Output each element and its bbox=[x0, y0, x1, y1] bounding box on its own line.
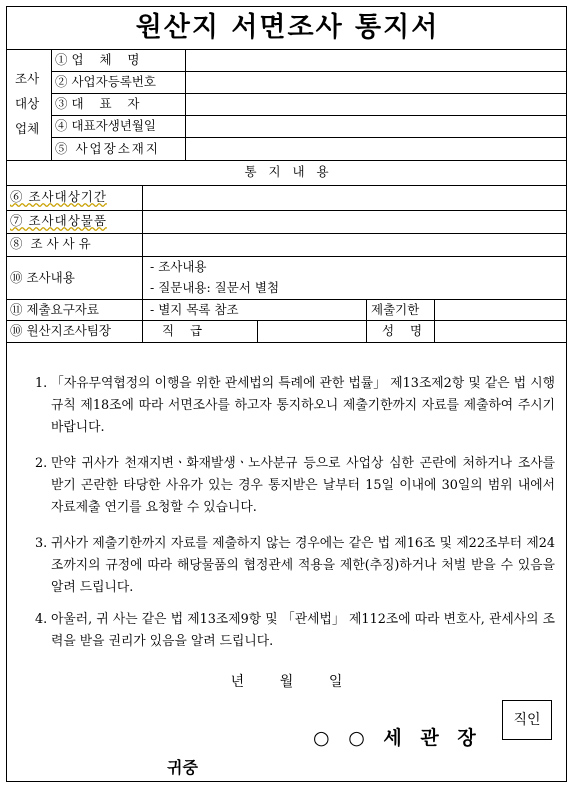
divider bbox=[185, 49, 186, 160]
survey-goods-label: ⑦ 조사대상물품 bbox=[10, 213, 107, 228]
paragraph-text: 「자유무역협정의 이행을 위한 관세법의 특례에 관한 법률」 제13조제2항 및 같은 법 시행규칙 제18조에 따라 서면조사를 하고자 통지하오니 제출기한까지 자료를 제출하여 주시기 바랍니다. bbox=[51, 376, 555, 435]
survey-reason-label: ⑧ 조 사 사 유 bbox=[10, 236, 91, 251]
survey-content-line-2: - 질문내용: 질문서 별첨 bbox=[150, 280, 280, 295]
representative-label: ③ 대 표 자 bbox=[55, 96, 140, 111]
survey-content-label: ⑩ 조사내용 bbox=[10, 270, 75, 285]
survey-period-label: ⑥ 조사대상기간 bbox=[10, 189, 107, 204]
paragraph-text: 귀사가 제출기한까지 자료를 제출하지 않는 경우에는 같은 법 제16조 및 제22조부터 제24조까지의 규정에 따라 해당물품의 협정관세 적용을 제한(추징)하거나 처벌 받을 수 있음을 알려 드립니다. bbox=[51, 536, 555, 595]
divider bbox=[7, 256, 566, 257]
divider bbox=[7, 185, 566, 186]
divider bbox=[51, 115, 566, 116]
paragraph-text: 아울러, 귀 사는 같은 법 제13조제9항 및 「관세법」 제112조에 따라 변호사, 관세사의 조력을 받을 권리가 있음을 알려 드립니다. bbox=[51, 612, 555, 649]
notice-form bbox=[6, 6, 567, 782]
divider bbox=[51, 137, 566, 138]
business-address-label: ⑤ 사업장소재지 bbox=[55, 141, 160, 156]
deadline-label: 제출기한 bbox=[371, 302, 420, 317]
paragraph-number: 3. bbox=[35, 536, 48, 551]
submission-value: - 별지 목록 참조 bbox=[150, 302, 239, 317]
official-seal-box: 직인 bbox=[502, 700, 552, 740]
name-label: 성 명 bbox=[382, 323, 423, 338]
divider bbox=[51, 71, 566, 72]
representative-birth-label: ④ 대표자생년월일 bbox=[55, 118, 156, 133]
target-company-label-1: 조사 bbox=[15, 71, 40, 86]
divider bbox=[7, 342, 566, 343]
divider bbox=[7, 320, 566, 321]
paragraph-number: 2. bbox=[35, 456, 48, 471]
recipient: 귀중 bbox=[167, 758, 198, 777]
issuing-office: ○ ○ 세 관 장 bbox=[313, 727, 482, 749]
divider bbox=[366, 299, 367, 342]
paragraph-1 bbox=[35, 373, 555, 439]
divider bbox=[7, 49, 566, 50]
divider bbox=[7, 299, 566, 300]
divider bbox=[7, 233, 566, 234]
page-title: 원산지 서면조사 통지서 bbox=[135, 12, 440, 43]
notice-header: 통 지 내 용 bbox=[244, 164, 329, 179]
submission-label: ⑪ 제출요구자료 bbox=[10, 302, 99, 317]
paragraph-text: 만약 귀사가 천재지변ㆍ화재발생ㆍ노사분규 등으로 사업상 심한 곤란에 처하거나 조사를 받기 곤란한 타당한 사유가 있는 경우 통지받은 날부터 15일 이내에 30일의 범위 내에서 자료제출 연기를 요청할 수 있습니다. bbox=[51, 456, 555, 515]
paragraph-3 bbox=[35, 533, 555, 599]
paragraph-2 bbox=[35, 453, 555, 519]
date-line: 년 월 일 bbox=[230, 674, 343, 690]
paragraph-number: 1. bbox=[35, 376, 48, 391]
divider bbox=[51, 49, 52, 160]
paragraph-number: 4. bbox=[35, 612, 48, 627]
divider bbox=[7, 210, 566, 211]
divider bbox=[434, 299, 435, 342]
divider bbox=[257, 320, 258, 342]
company-name-label: ① 업 체 명 bbox=[55, 52, 140, 67]
target-company-label-3: 업체 bbox=[15, 121, 40, 136]
position-label: 직 급 bbox=[162, 323, 203, 338]
divider bbox=[142, 185, 143, 342]
business-number-label: ② 사업자등록번호 bbox=[55, 74, 156, 89]
divider bbox=[51, 93, 566, 94]
survey-content-line-1: - 조사내용 bbox=[150, 259, 207, 274]
paragraph-4 bbox=[35, 609, 555, 653]
target-company-label-2: 대상 bbox=[15, 96, 40, 111]
team-lead-label: ⑩ 원산지조사팀장 bbox=[10, 323, 111, 338]
divider bbox=[7, 160, 566, 161]
